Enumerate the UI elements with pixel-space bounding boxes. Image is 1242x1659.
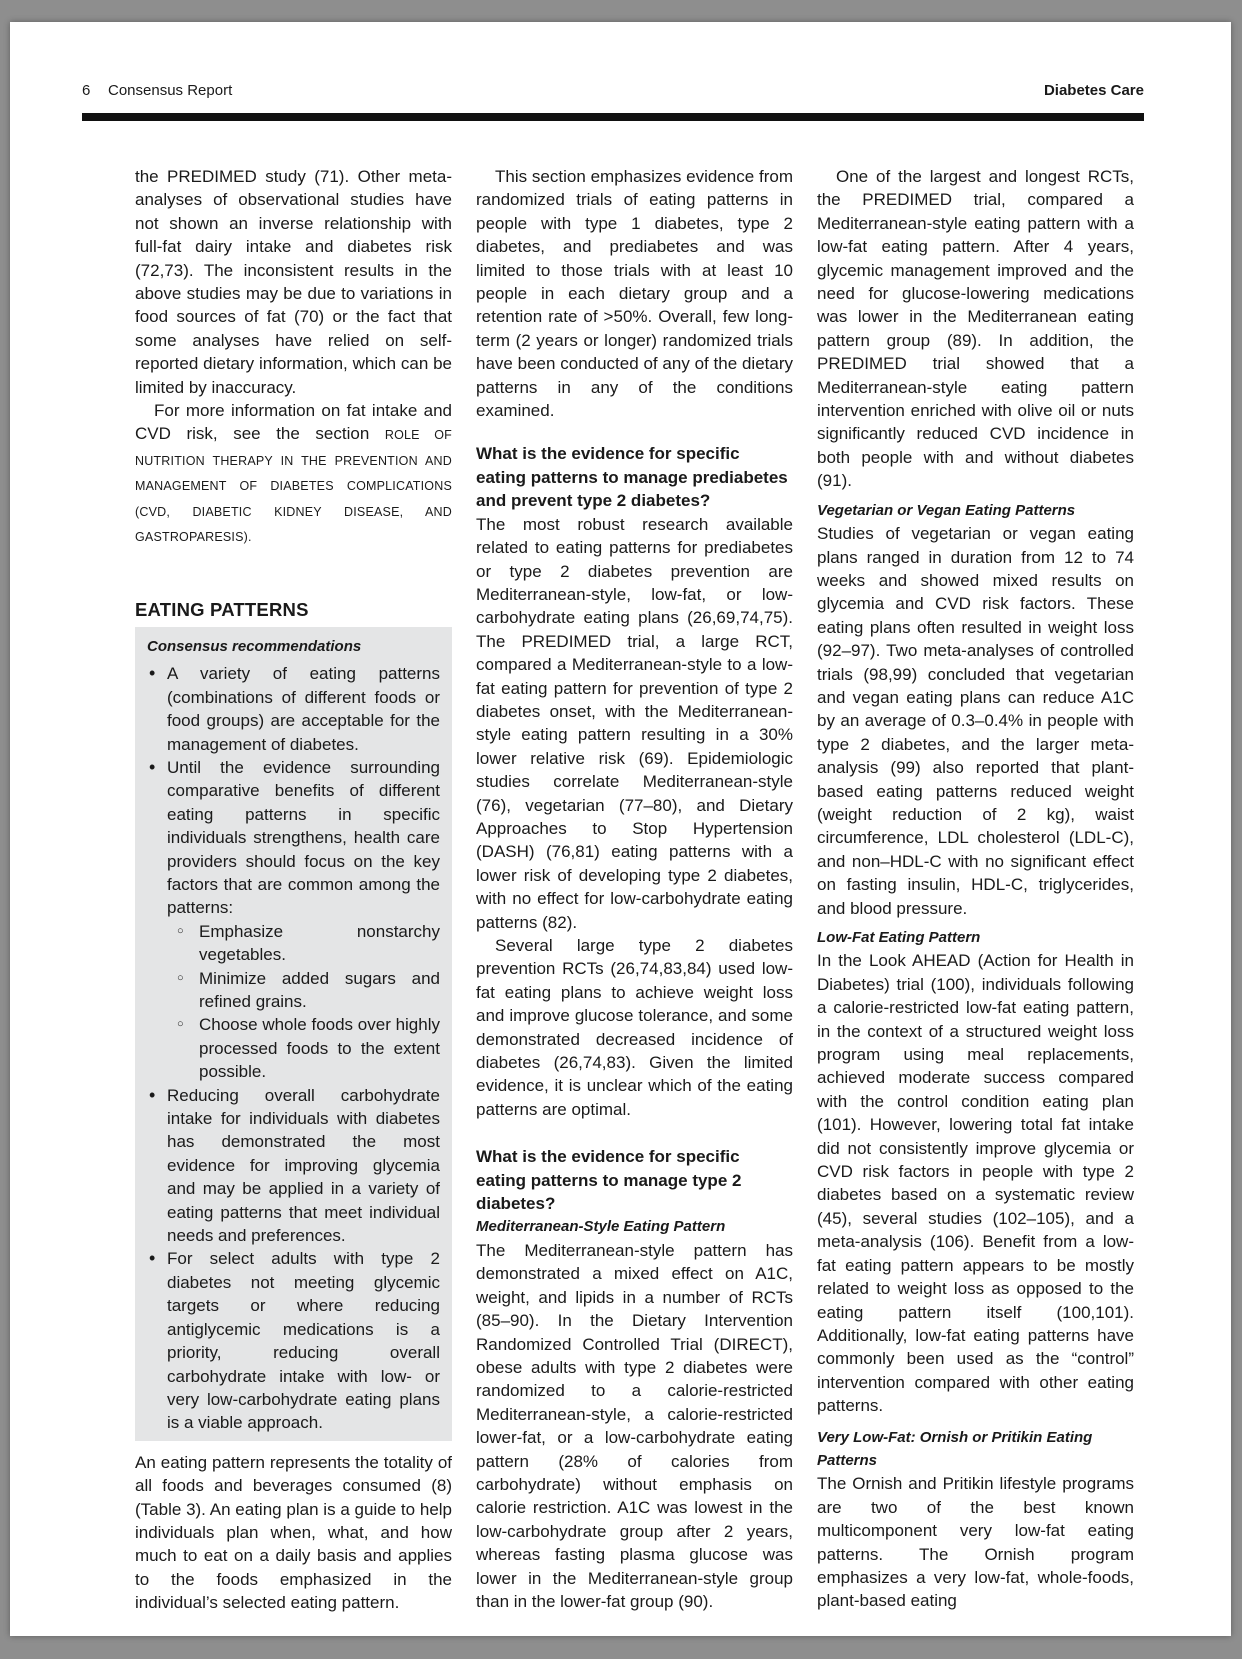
page-number: 6	[82, 82, 91, 99]
sub-recommendation-list	[147, 920, 440, 1084]
paragraph: An eating pattern represents the totality of all foods and beverages consumed (8) (Table 3). An eating plan is a guide to help individuals plan when, what, and how much to eat on a daily basis and applies to the foods emphasized in the individual’s selected eating pattern.	[135, 1452, 452, 1613]
recommendation-item: • Reducing overall carbohydrate intake for individuals with diabetes has demonstrated the most evidence for improving glycemia and may be applied in a variety of eating patterns that meet individual needs and preferences.	[147, 1084, 440, 1248]
recommendations-box	[135, 627, 452, 1441]
column-3	[817, 165, 1134, 1613]
paragraph: Several large type 2 diabetes prevention RCTs (26,74,83,84) used low-fat eating plans to achieve weight loss and improve glucose tolerance, and some demonstrated decreased incidence of diabetes (26,74,83). Given the limited evidence, it is unclear which of the eating patterns are optimal.	[476, 936, 793, 1119]
paragraph: Studies of vegetarian or vegan eating plans ranged in duration from 12 to 74 weeks and showed mixed results on glycemia and CVD risk factors. These eating plans often resulted in weight loss (92–97). Two meta-analyses of controlled trials (98,99) concluded that vegetarian and vegan eating plans can reduce A1C by an average of 0.3–0.4% in people with type 2 diabetes, and the larger meta-analysis (99) also reported that plant-based eating patterns reduced weight (weight reduction of 2 kg), waist circumference, LDL cholesterol (LDL-C), and non–HDL-C with no significant effect on fasting insulin, HDL-C, triglycerides, and blood pressure.	[817, 524, 1134, 918]
paragraph: In the Look AHEAD (Action for Health in Diabetes) trial (100), individuals following a calorie-restricted low-fat eating pattern, in the context of a structured weight loss program using meal replacements, achieved moderate success compared with the control condition eating plan (101). However, lowering total fat intake did not consistently improve glycemia or CVD risk factors in people with type 2 diabetes based on a systematic review (45), several studies (102–105), and a meta-analysis (106). Benefit from a low-fat eating pattern appears to be mostly related to weight loss as opposed to the eating pattern itself (100,101). Additionally, low-fat eating patterns have commonly been used as the “control” intervention compared with other eating patterns.	[817, 951, 1134, 1416]
recommendation-item: • For select adults with type 2 diabetes not meeting glycemic targets or where reducing antiglycemic medications is a priority, reducing overall carbohydrate intake with low- or very low-carbohydrate eating plans is a viable approach.	[147, 1247, 440, 1434]
sub-recommendation-item: ○ Choose whole foods over highly processed foods to the extent possible.	[147, 1013, 440, 1083]
recommendation-list	[147, 662, 440, 919]
column-1	[135, 165, 452, 1615]
subheading: Very Low-Fat: Ornish or Pritikin Eating Patterns	[817, 1428, 1093, 1469]
paragraph: the PREDIMED study (71). Other meta-analyses of observational studies have not shown an inverse relationship with full-fat dairy intake and diabetes risk (72,73). The inconsistent results in the above studies may be due to variations in food sources of fat (70) or the fact that some analyses have relied on self-reported dietary information, which can be limited by inaccuracy.	[135, 167, 452, 397]
journal-name: Diabetes Care	[1043, 82, 1144, 99]
question-heading: What is the evidence for specific eating patterns to manage type 2 diabetes?	[476, 1147, 742, 1214]
section-title: EATING PATTERNS	[135, 598, 309, 620]
paragraph: The Ornish and Pritikin lifestyle programs are two of the best known multicomponent very low-fat eating patterns. The Ornish program emphasizes a very low-fat, whole-foods, plant-based eating	[817, 1474, 1134, 1611]
recommendation-item	[147, 756, 440, 920]
recommendation-text: Until the evidence surrounding comparative benefits of different eating patterns in specific individuals strengthens, health care providers should focus on the key factors that are common among the patterns:	[167, 757, 440, 918]
recommendation-item: • A variety of eating patterns (combinations of different foods or food groups) are acceptable for the management of diabetes.	[147, 662, 440, 756]
subheading: Low-Fat Eating Pattern	[817, 929, 981, 946]
paragraph: This section emphasizes evidence from randomized trials of eating patterns in people with type 1 diabetes, type 2 diabetes, and prediabetes and was limited to those trials with at least 10 people in each dietary group and a retention rate of >50%. Overall, few long-term (2 years or longer) randomized trials have been conducted of any of the dietary patterns in any of the conditions examined.	[476, 167, 793, 421]
running-title: Consensus Report	[108, 82, 233, 99]
subheading: Vegetarian or Vegan Eating Patterns	[817, 501, 1076, 519]
paragraph	[135, 399, 452, 549]
sub-recommendation-item: ○ Minimize added sugars and refined grains.	[147, 967, 440, 1014]
paragraph-text: For more information on fat intake and CVD risk, see the section	[135, 401, 452, 444]
document-page	[10, 22, 1231, 1636]
column-2	[476, 165, 793, 1613]
recommendation-list	[147, 1084, 440, 1435]
paragraph: One of the largest and longest RCTs, the PREDIMED trial, compared a Mediterranean-style eating pattern with a low-fat eating pattern. After 4 years, glycemic management improved and the need for glucose-lowering medications was lower in the Mediterranean eating pattern group (89). In addition, the PREDIMED trial showed that a Mediterranean-style eating pattern intervention enriched with olive oil or nuts significantly reduced CVD incidence in both people with and without diabetes (91).	[817, 167, 1134, 491]
box-title: Consensus recommendations	[147, 637, 362, 655]
section-reference: ROLE OF NUTRITION THERAPY IN THE PREVENTION AND MANAGEMENT OF DIABETES COMPLICATIONS (CVD, DIABETIC KIDNEY DISEASE, AND GASTROPARESIS).	[135, 428, 452, 545]
header-rule	[82, 113, 1144, 121]
subheading: Mediterranean-Style Eating Pattern	[476, 1218, 726, 1236]
question-heading: What is the evidence for specific eating patterns to manage prediabetes and prevent type 2 diabetes?	[476, 444, 788, 511]
paragraph: The most robust research available related to eating patterns for prediabetes or type 2 diabetes prevention are Mediterranean-style, low-fat, or low-carbohydrate eating plans (26,69,74,75). The PREDIMED trial, a large RCT, compared a Mediterranean-style to a low-fat eating pattern for prevention of type 2 diabetes onset, with the Mediterranean-style eating pattern resulting in a 30% lower relative risk (69). Epidemiologic studies correlate Mediterranean-style (76), vegetarian (77–80), and Dietary Approaches to Stop Hypertension (DASH) (76,81) eating patterns with a lower risk of developing type 2 diabetes, with no effect for low-carbohydrate eating patterns (82).	[476, 514, 793, 932]
sub-recommendation-item: ○ Emphasize nonstarchy vegetables.	[147, 920, 440, 967]
paragraph: The Mediterranean-style pattern has demonstrated a mixed effect on A1C, weight, and lipids in a number of RCTs (85–90). In the Dietary Intervention Randomized Controlled Trial (DIRECT), obese adults with type 2 diabetes were randomized to a calorie-restricted Mediterranean-style, a calorie-restricted lower-fat, or a low-carbohydrate eating pattern (28% of calories from carbohydrate) without emphasis on calorie restriction. A1C was lowest in the low-carbohydrate group after 2 years, whereas fasting plasma glucose was lower in the Mediterranean-style group than in the lower-fat group (90).	[476, 1240, 793, 1611]
